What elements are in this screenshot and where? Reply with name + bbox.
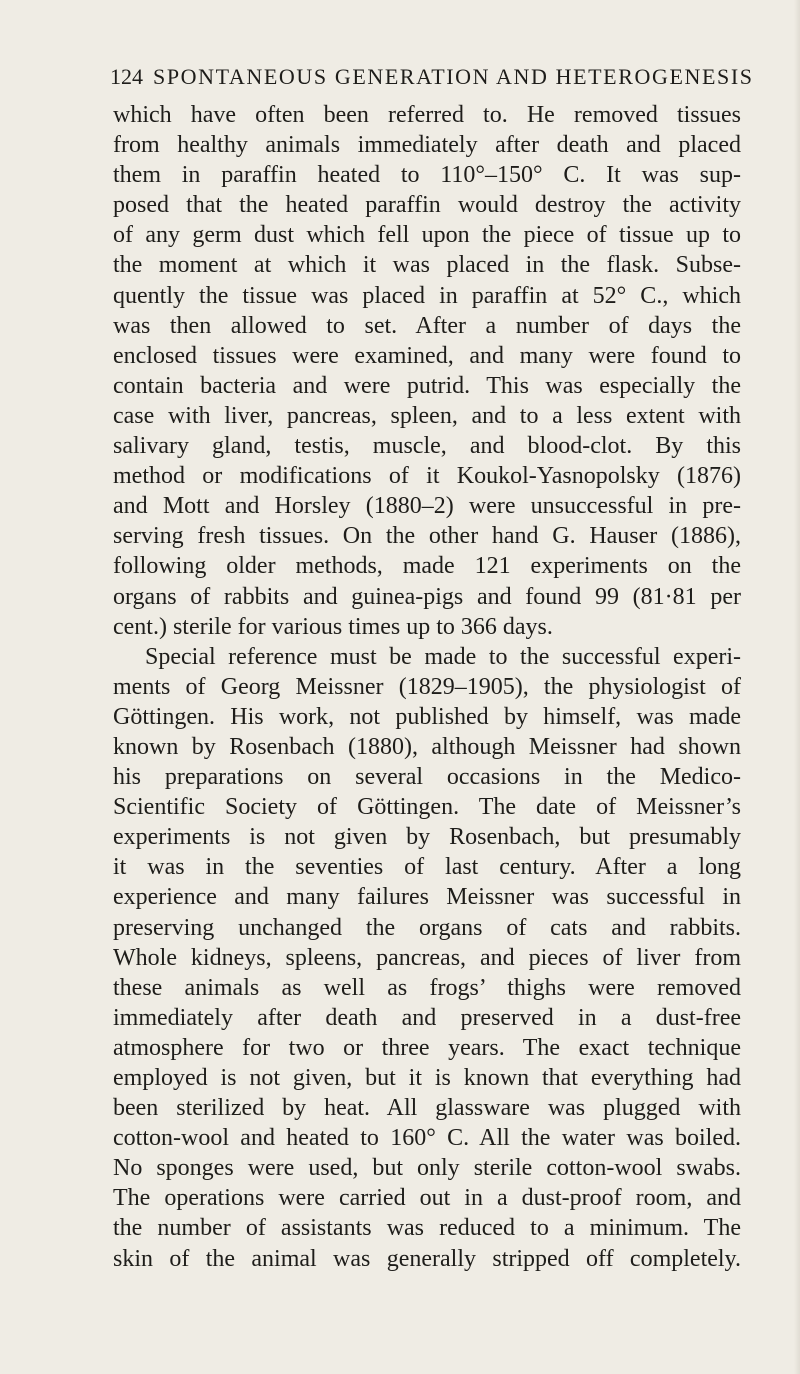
text-line: from healthy animals immediately after death and placed [113,132,741,159]
text-line: enclosed tissues were examined, and many were found to [113,342,741,369]
text-line: Scientific Society of Göttingen. The date of Meissner’s [113,794,741,821]
text-line: case with liver, pancreas, spleen, and to a less extent with [113,402,741,429]
text-line: atmosphere for two or three years. The exact technique [113,1034,741,1061]
text-line: experiments is not given by Rosenbach, but presumably [113,824,741,851]
page-edge-shadow [794,0,800,1374]
text-line: preserving unchanged the organs of cats and rabbits. [113,914,741,941]
text-line: which have often been referred to. He removed tissues [113,102,741,128]
text-line: Göttingen. His work, not published by himself, was made [113,703,741,730]
text-line: was then allowed to set. After a number of days the [113,312,741,339]
text-line: these animals as well as frogs’ thighs were removed [113,974,741,1001]
text-line: Whole kidneys, spleens, pancreas, and pieces of liver from [113,944,741,971]
text-line: them in paraffin heated to 110°–150° C. It was sup- [113,162,741,189]
text-line: salivary gland, testis, muscle, and blood-clot. By this [113,433,741,460]
text-line: contain bacteria and were putrid. This was especially the [113,372,741,399]
text-line: of any germ dust which fell upon the piece of tissue up to [113,222,741,249]
text-line: posed that the heated paraffin would destroy the activity [113,192,741,219]
text-line: serving fresh tissues. On the other hand G. Hauser (1886), [113,523,741,550]
text-line: ments of Georg Meissner (1829–1905), the physiologist of [113,673,741,700]
text-line: cotton-wool and heated to 160° C. All the water was boiled. [113,1125,741,1152]
text-line: quently the tissue was placed in paraffin at 52° C., which [113,282,741,309]
text-line: immediately after death and preserved in a dust-free [113,1004,741,1031]
page-number: 124 [110,64,143,89]
text-line: No sponges were used, but only sterile cotton-wool swabs. [113,1155,741,1182]
text-line: organs of rabbits and guinea-pigs and found 99 (81·81 per [113,583,741,610]
text-line: the moment at which it was placed in the flask. Subse- [113,252,741,279]
text-line: experience and many failures Meissner was successful in [113,884,741,911]
text-line: method or modifications of it Koukol-Yasnopolsky (1876) [113,463,741,490]
text-line: been sterilized by heat. All glassware was plugged with [113,1095,741,1122]
running-title: SPONTANEOUS GENERATION AND HETEROGENESIS [153,64,754,89]
paragraph-start-line: Special reference must be made to the successful experi- [145,643,741,670]
text-line: following older methods, made 121 experiments on the [113,553,741,580]
text-line: and Mott and Horsley (1880–2) were unsuccessful in pre- [113,493,741,520]
running-header [110,64,754,90]
body-text [113,100,741,1274]
text-line: employed is not given, but it is known that everything had [113,1065,741,1091]
text-line: The operations were carried out in a dust-proof room, and [113,1185,741,1212]
paragraph-end-line: cent.) sterile for various times up to 366 days. [113,613,553,640]
text-line: skin of the animal was generally stripped off completely. [113,1245,741,1272]
text-line: known by Rosenbach (1880), although Meissner had shown [113,733,741,760]
text-line: it was in the seventies of last century. After a long [113,854,741,881]
text-line: his preparations on several occasions in the Medico- [113,764,741,791]
text-line: the number of assistants was reduced to a minimum. The [113,1215,741,1242]
